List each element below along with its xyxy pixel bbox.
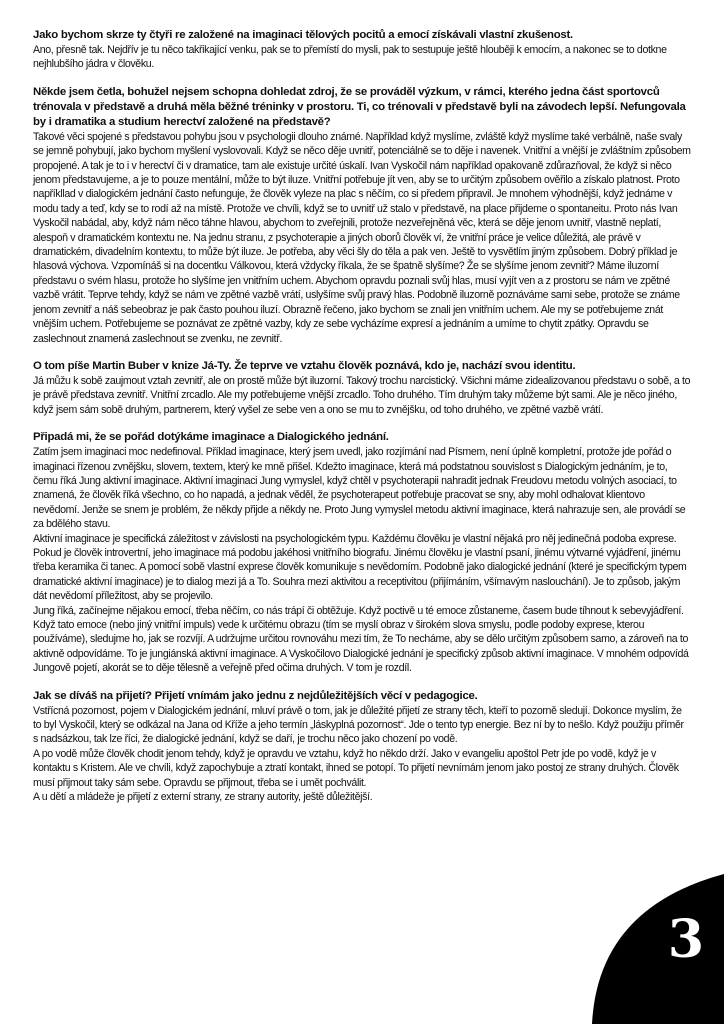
answer-paragraph: Takové věci spojené s představou pohybu jsou v psychologii dlouho známé. Například když myslíme, zvláště když myslíme také verbálně, naše svaly se jemně pohybují, jako bychom myšlení vyslovovali. Když se něco děje uvnitř, potenciálně se to děje i navenek. Vnitřní a vnější je zvláštním způsobem propojené. A tak je to i v herectví či v dramatice, tam ale existuje určité úskalí. Ivan Vyskočil nám například opakovaně zdůrazňoval, že když si něco jenom představujeme, a je to pouze mentální, může to být iluze. Vnitřní potřebuje jít ven, aby se to určitým způsobem ověřilo a získalo platnost. Proto napříkllad v dialogickém jednání často nefunguje, že člověk vyleze na plac s něčím, co si předem připravil. Je mnohem výhodnější, když jednáme v modu tady a teď, kdy se to rodí až na místě. Protože ve chvíli, když se to uvnitř už stalo v představě, na place přijdeme o spontaneitu. Proto nás Ivan Vyskočil nabádal, aby, když nám něco táhne hlavou, abychom to zveřejnili, protože nezveřejněná věc, která se děje jenom uvnitř, vlastně neplatí, alespoň v dramatickém kontextu ne. Na jednu stranu, z psychoterapie a jiných oborů člověk ví, že vnitřní práce je velice důležitá, ale právě v dramatickém, divadelním kontextu, to může být iluze. Je potřeba, aby věci šly do těla a pak ven. Ještě to vysvětlím jiným způsobem. Dobrý příklad je hlasová výchova. Vzpomínáš si na docentku Válkovou, která vždycky říkala, že se špatně slyšíme? Že se slyšíme jenom zevnitř? Máme iluzorní představu o svém hlasu, protože ho slyšíme jen vnitřním uchem. Abychom opravdu poznali svůj hlas, musí vyjít ven a z prostoru se nám ve zpětné vazbě vrátit. Teprve tehdy, když se nám ve zpětné vazbě vrátí, uslyšíme svůj pravý hlas. Podobně iluzorně poznáváme sami sebe, protože se známe jenom zevnitř a náš sebeobraz je pak často pouhou iluzí. Obrazně řečeno, jako bychom se znali jen vnitřním uchem. Ale my se potřebujeme znát vnějším uchem. Potřebujeme se poznávat ze zpětné vazby, kdy ze sebe vycházíme expresí a jednáním a umíme to chytit zpátky. Opravdu se zaslechnout znamená zaslechnout se zvenku, ne zevnitř. (33, 130, 691, 345)
section-5 (33, 689, 691, 805)
answer-paragraph: Já můžu k sobě zaujmout vztah zevnitř, ale on prostě může být iluzorní. Takový trochu narcistický. Všichni máme zidealizovanou představu o sobě, a to je právě představa zevnitř. Vnitřní zrcadlo. Ale my potřebujeme vnější zrcadlo. Toho druhého. Tím druhým taky můžeme být sami. Ale je něco jiného, když jsem sám sobě druhým, partnerem, který vyšel ze sebe ven a ono se mu to zvnějšku, od toho druhého, ve zpětné vazbě vrátí. (33, 374, 691, 416)
article-body (33, 28, 691, 804)
answer-paragraph: A po vodě může člověk chodit jenom tehdy, když je opravdu ve vztahu, když ho někdo drží. Jako v evangeliu apoštol Petr jde po vodě, když je v kontaktu s Kristem. Ale ve chvíli, když zapochybuje a ztratí kontakt, ihned se potopí. To přijetí nevnímám jenom jako postoj ze strany druhých. Člověk musí přijmout taky sám sebe. Opravdu se přijmout, třeba se i umět pochválit. (33, 747, 679, 789)
section-2 (33, 85, 691, 346)
answer-paragraph: A u dětí a mládeže je přijetí z externí strany, ze strany autority, ještě důležitější. (33, 791, 373, 804)
question-heading: Jako bychom skrze ty čtyři re založené na imaginaci tělových pocitů a emocí získávali vlastní zkušenost. (33, 29, 573, 41)
answer-paragraph: Ano, přesně tak. Nejdřív je tu něco takřikající venku, pak se to přemístí do mysli, pak to sestupuje ještě hlouběji k emocím, a nakonec se to dotkne nejhlubšího jádra v člověku. (33, 44, 667, 71)
question-heading: Jak se díváš na přijetí? Přijetí vnímám jako jednu z nejdůležitějších věcí v pedagogice. (33, 689, 478, 702)
corner-decoration (592, 874, 724, 1024)
section-1 (33, 28, 691, 72)
question-heading: Někde jsem četla, bohužel nejsem schopna dohledat zdroj, že se prováděl výzkum, v rámci, kterého jedna část sportovců trénovala v představě a druhá měla běžné tréninky v prostoru. Ti, co trénovali v představě byli na závodech lepší. Nefungovala by i dramatika a studium herectví založené na představě? (33, 85, 686, 128)
question-heading: Připadá mi, že se pořád dotýkáme imaginace a Dialogického jednání. (33, 431, 389, 444)
section-4 (33, 430, 691, 676)
answer-paragraph: Jung říká, začínejme nějakou emocí, třeba něčím, co nás trápí či obtěžuje. Když poctivě u té emoce zůstaneme, časem bude tíhnout k sebevyjádření. Když tato emoce (nebo jiný vnitřní impuls) vede k určitému obrazu (tím se myslí obraz v širokém slova smyslu, podle podoby exprese, kterou používáme), sledujme ho, jak se rozvíjí. A udržujme určitou rovnováhu mezi tím, že To necháme, aby se dělo určitým způsobem samo, a zároveň na to aktivně odpovídáme. To je jungiánská aktivní imaginace. A Vyskočilovo Dialogické jednání je specifický způsob aktivní imaginace. V mnohém odpovídá Jungově pojetí, akorát se to děje tělesně a veřejně před očima druhých. V tom je rozdíl. (33, 604, 689, 675)
question-heading: O tom píše Martin Buber v knize Já-Ty. Že teprve ve vztahu člověk poznává, kdo je, nachází svou identitu. (33, 359, 576, 372)
answer-paragraph: Vstřícná pozornost, pojem v Dialogickém jednání, mluví právě o tom, jak je důležité přijetí ze strany těch, kteří to pozorně sledují. Dokonce myslím, že to byl Vyskočil, který se odkázal na Jana od Kříže a jeho termín „láskyplná pozornost“. Jde o tento typ energie. Bez ní by to nešlo. Když použiju příměr s nadsázkou, tak lze říci, že dialogické jednání, když se daří, je trochu něco jako chození po vodě. (33, 704, 684, 746)
section-3 (33, 359, 691, 417)
page-number: 3 (667, 909, 704, 970)
answer-paragraph: Aktivní imaginace je specifická záležitost v závislosti na psychologickém typu. Každému člověku je vlastní nějaká pro něj jedinečná podoba exprese. Pokud je člověk introvertní, jeho imaginace má podobu jakéhosi vnitřního biografu. Jinému člověku je vlastní psaní, jinému výtvarné vyjádření, jinému třeba keramika či tanec. A pomocí sobě vlastní exprese člověk komunikuje s nevědomím. Podobně jako dialogické jednání (které je specifickým typem dramatické aktivní imaginace) je to dialog mezi já a To. Souhra mezi aktivitou a receptivitou (přijímáním, všímavým naslouchání). Je to způsob, jakým dát nevědomí příležitost, aby se projevilo. (33, 532, 687, 603)
answer-paragraph: Zatím jsem imaginaci moc nedefinoval. Příklad imaginace, který jsem uvedl, jako rozjímání nad Písmem, není úplně kompletní, protože jde pořád o imaginaci řízenou zvnějšku, slovem, textem, který ke mně přišel. Kdežto imaginace, která má podstatnou souvislost s Dialogickým jednáním, je to, čemu říká Jung aktivní imaginace. Aktivní imaginaci Jung vymyslel, když chtěl v psychoterapii nahradit jednak Freudovu metodu volných asociací, to znamená, že člověk říká všechno, co ho napadá, a jednak věděl, že psychoterapeut potřebuje pracovat se sny, aby mohl odhalovat klientovo nevědomí. Jenže se snem je problém, že někdy přijde a někdy ne. Proto Jung vymyslel metodu aktivní imaginace, která nahrazuje sen, ale provádí se za bdělého stavu. (33, 446, 686, 531)
